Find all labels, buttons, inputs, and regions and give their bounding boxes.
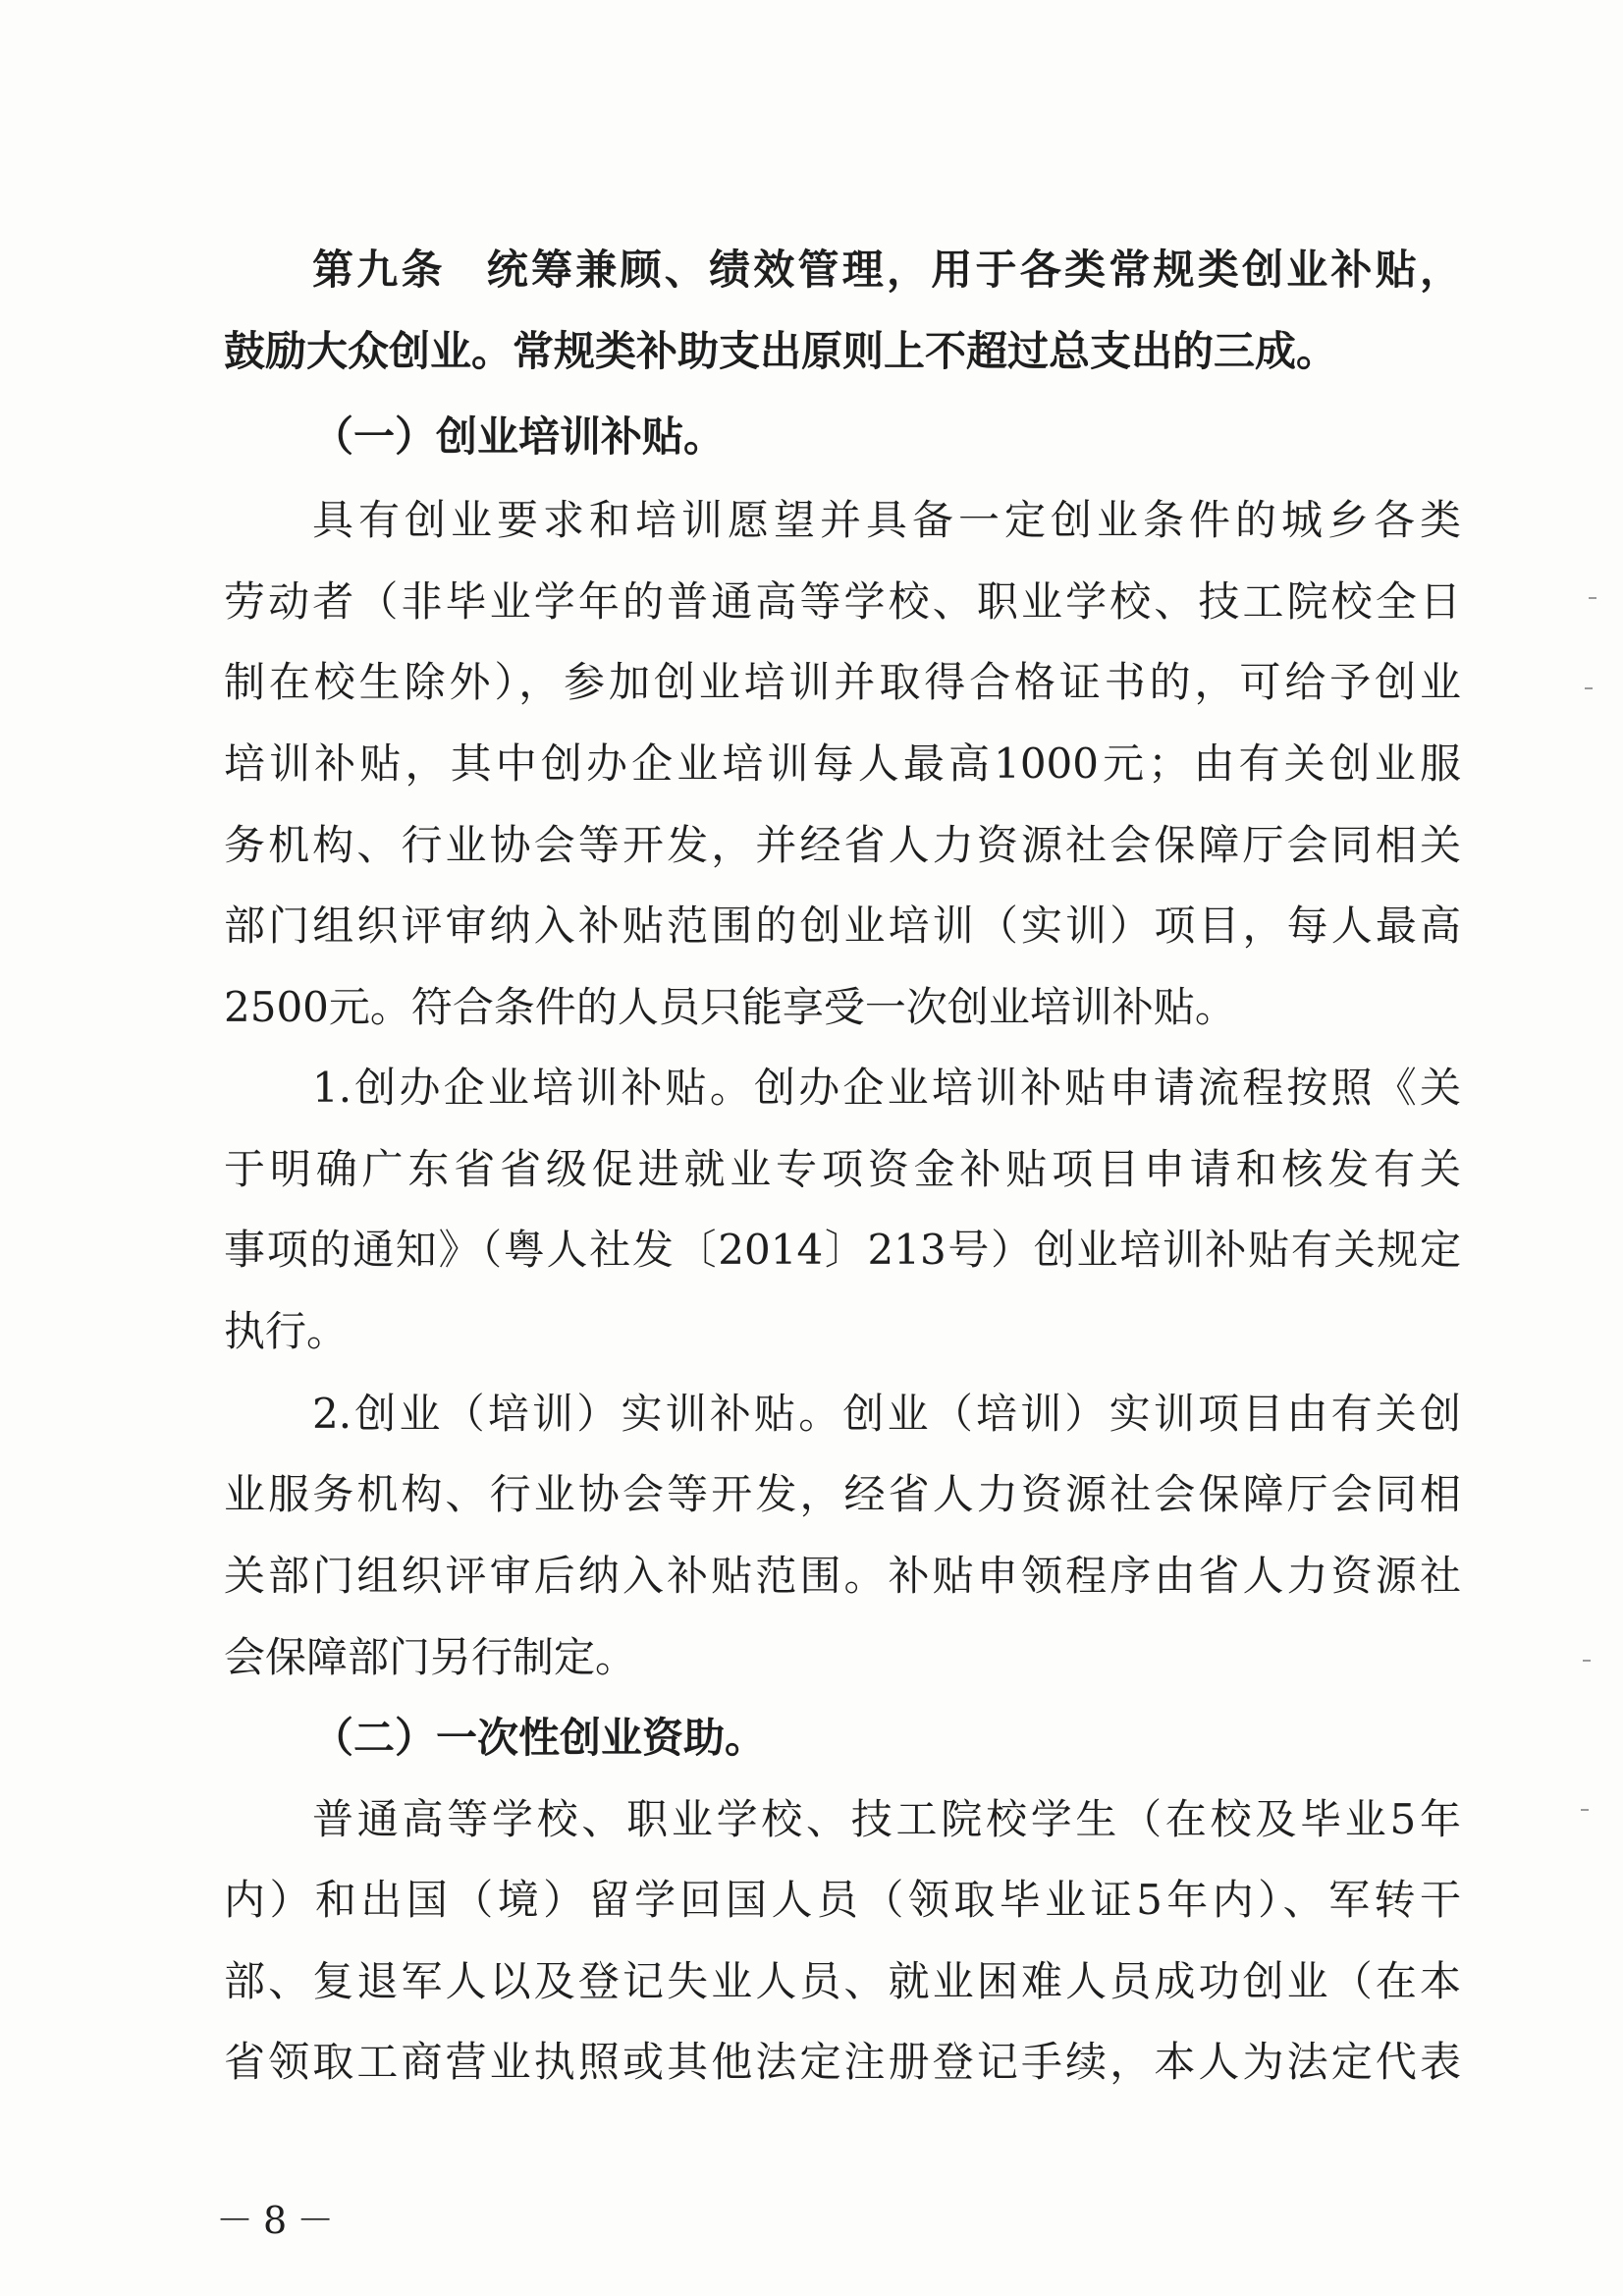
paragraph-line: 劳动者（非毕业学年的普通高等学校、职业学校、技工院校全日: [224, 577, 1461, 626]
item-1-line: 事项的通知》（粤人社发〔2014〕213号）创业培训补贴有关规定: [224, 1226, 1461, 1274]
scan-speck: [1583, 1660, 1591, 1662]
article-number: 第九条: [312, 246, 446, 294]
section-1-heading: （一）创业培训补贴。: [312, 412, 726, 461]
article-line-1: [312, 241, 1461, 300]
paragraph-line: 部、复退军人以及登记失业人员、就业困难人员成功创业（在本: [224, 1957, 1461, 2005]
section-2-heading: （二）一次性创业资助。: [312, 1714, 767, 1762]
paragraph-line: 具有创业要求和培训愿望并具备一定创业条件的城乡各类: [312, 496, 1461, 544]
article-line-2: 鼓励大众创业。常规类补助支出原则上不超过总支出的三成。: [224, 327, 1338, 375]
paragraph-line: 内）和出国（境）留学回国人员（领取毕业证5年内）、军转干: [224, 1876, 1461, 1924]
scan-speck: [1581, 1809, 1589, 1811]
paragraph-line: 普通高等学校、职业学校、技工院校学生（在校及毕业5年: [312, 1795, 1461, 1843]
scan-speck: [1589, 597, 1596, 599]
paragraph-line: 部门组织评审纳入补贴范围的创业培训（实训）项目，每人最高: [224, 902, 1461, 950]
item-2-line: 会保障部门另行制定。: [224, 1633, 637, 1681]
paragraph-line: 务机构、行业协会等开发，并经省人力资源社会保障厅会同相关: [224, 821, 1461, 869]
item-1-line: 于明确广东省省级促进就业专项资金补贴项目申请和核发有关: [224, 1145, 1461, 1193]
paragraph-line: 制在校生除外），参加创业培训并取得合格证书的，可给予创业: [224, 658, 1461, 706]
paragraph-line: 培训补贴，其中创办企业培训每人最高1000元；由有关创业服: [224, 739, 1461, 788]
item-1-line: 1.创办企业培训补贴。创办企业培训补贴申请流程按照《关: [312, 1064, 1461, 1112]
article-title-text: 统筹兼顾、绩效管理，用于各类常规类创业补贴，: [486, 246, 1461, 294]
item-2-line: 2.创业（培训）实训补贴。创业（培训）实训项目由有关创: [312, 1390, 1461, 1438]
page-number: －8－: [216, 2199, 345, 2242]
item-1-line: 执行。: [224, 1307, 349, 1355]
item-2-line: 业服务机构、行业协会等开发，经省人力资源社会保障厅会同相: [224, 1470, 1461, 1518]
paragraph-line: 2500元。符合条件的人员只能享受一次创业培训补贴。: [224, 983, 1236, 1031]
item-2-line: 关部门组织评审后纳入补贴范围。补贴申领程序由省人力资源社: [224, 1552, 1461, 1600]
paragraph-line: 省领取工商营业执照或其他法定注册登记手续，本人为法定代表: [224, 2038, 1461, 2086]
scan-speck: [1585, 687, 1593, 689]
